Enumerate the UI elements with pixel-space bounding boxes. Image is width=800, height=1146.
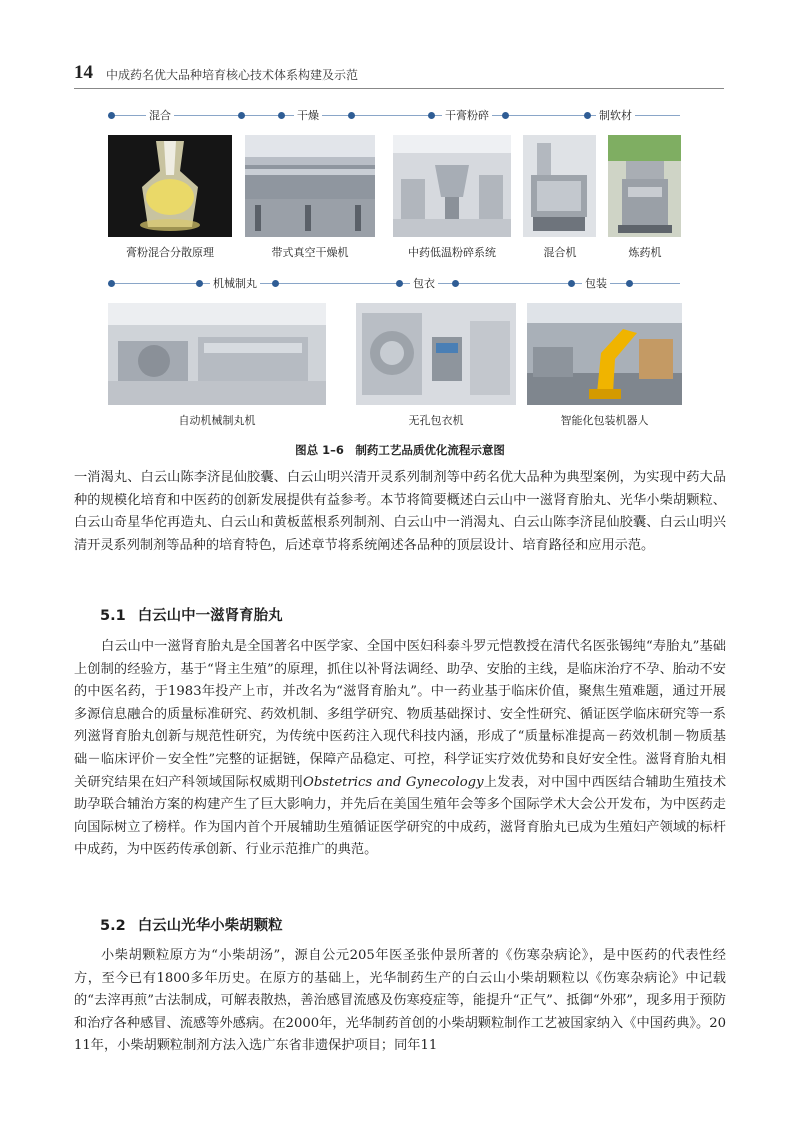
paragraph-text: 上发表，对中国中西医结合辅助生殖技术助孕联合辅治方案的构建产生了巨大影响力，并先后在美国生殖年会等多个国际学术大会公开发布，为中医药走向国际树立了榜样。作为国内首个开展辅助生殖循证医学研究的中成药，滋肾育胎丸已成为生殖妇产领域的标杆中成药，为中医药传承创新、行业示范推广的典范。 (74, 774, 727, 858)
process-stage-line-1 (108, 108, 680, 122)
image-caption: 混合机 (543, 246, 577, 259)
stage-label-pill-making: 机械制丸 (210, 275, 260, 291)
stage-label-packaging: 包装 (582, 275, 610, 291)
journal-name: Obstetrics and Gynecology (303, 774, 484, 790)
image-caption: 智能化包装机器人 (560, 414, 649, 427)
stage-label-soft-material: 制软材 (596, 107, 635, 123)
pill-machine-photo (108, 303, 326, 405)
process-stage-line-2 (108, 276, 680, 290)
section-paragraph: 小柴胡颗粒原方为“小柴胡汤”，源自公元205年医圣张仲景所著的《伤寒杂病论》，是中医药的代表性经方，至今已有1800多年历史。在原方的基础上，光华制药生产的白云山小柴胡颗粒以《伤寒杂病论》中记载的“去滓再煎”古法制成，可解表散热，善治感冒流感及伤寒疫症等，能提升“正气”、抵御“外邪”，现多用于预防和治疗各种感冒、流感等外感病。在2000年，光华制药首创的小柴胡颗粒制作工艺被国家纳入《中国药典》。2011年，小柴胡颗粒制剂方法入选广东省非遗保护项目；同年11 (74, 948, 726, 1054)
mixer-photo (523, 135, 596, 237)
vacuum-dryer-photo (245, 135, 375, 237)
page-number: 14 (74, 62, 93, 83)
section-paragraph (74, 636, 726, 862)
powder-mixing-photo (108, 135, 232, 237)
stage-label-mixing: 混合 (146, 107, 174, 123)
section-number: 5.1 (100, 608, 126, 624)
crushing-system-photo (393, 135, 511, 237)
image-caption: 自动机械制丸机 (178, 414, 256, 427)
section-title: 白云山光华小柴胡颗粒 (137, 918, 283, 934)
coating-machine-photo (356, 303, 516, 405)
section-heading (100, 604, 283, 625)
section-number: 5.2 (100, 918, 126, 934)
stage-label-drying: 干燥 (294, 107, 322, 123)
image-caption: 膏粉混合分散原理 (126, 246, 214, 259)
section-heading (100, 914, 283, 935)
section-title: 白云山中一滋肾育胎丸 (137, 608, 283, 624)
stage-label-coating: 包衣 (410, 275, 438, 291)
refining-machine-photo (608, 135, 681, 237)
image-caption: 无孔包衣机 (408, 414, 464, 427)
paragraph-text: 白云山中一滋肾育胎丸是全国著名中医学家、全国中医妇科泰斗罗元恺教授在清代名医张锡纯“寿胎丸”基础上创制的经验方，基于“肾主生殖”的原理，抓住以补肾法调经、助孕、安胎的主线，是临床治疗不孕、胎动不安的中医名药，于1983年投产上市，并改名为“滋肾育胎丸”。中一药业基于临床价值，聚焦生殖难题，通过开展多源信息融合的质量标准研究、药效机制、多组学研究、物质基础探讨、安全性研究、循证医学临床研究等一系列滋肾育胎丸创新与规范性研究，为传统中医药注入现代科技内涵，形成了“质量标准提高－药效机制－物质基础－临床评价－安全性”完整的证据链，保障产品稳定、可控，科学证实疗效优势和良好安全性。滋肾育胎丸相关研究结果在妇产科领域国际权威期刊 (74, 639, 726, 790)
image-caption: 炼药机 (628, 246, 662, 259)
page-header (74, 62, 724, 86)
stage-label-extract-crushing: 干膏粉碎 (442, 107, 492, 123)
intro-paragraph: 一消渴丸、白云山陈李济昆仙胶囊、白云山明兴清开灵系列制剂等中药名优大品种为典型案例，为实现中药大品种的规模化培育和中医药的创新发展提供有益参考。本节将简要概述白云山中一滋肾育胎丸、光华小柴胡颗粒、白云山奇星华佗再造丸、白云山和黄板蓝根系列制剂、白云山中一消渴丸、白云山陈李济昆仙胶囊、白云山明兴清开灵系列制剂等品种的培育特色，后述章节将系统阐述各品种的顶层设计、培育路径和应用示范。 (74, 470, 726, 553)
figure-caption: 图总 1–6 制药工艺品质优化流程示意图 (295, 443, 505, 457)
header-rule (74, 88, 724, 89)
image-caption: 带式真空干燥机 (271, 246, 349, 259)
book-title: 中成药名优大品种培育核心技术体系构建及示范 (106, 68, 359, 82)
image-caption: 中药低温粉碎系统 (408, 246, 496, 259)
packaging-robot-photo (527, 303, 682, 405)
